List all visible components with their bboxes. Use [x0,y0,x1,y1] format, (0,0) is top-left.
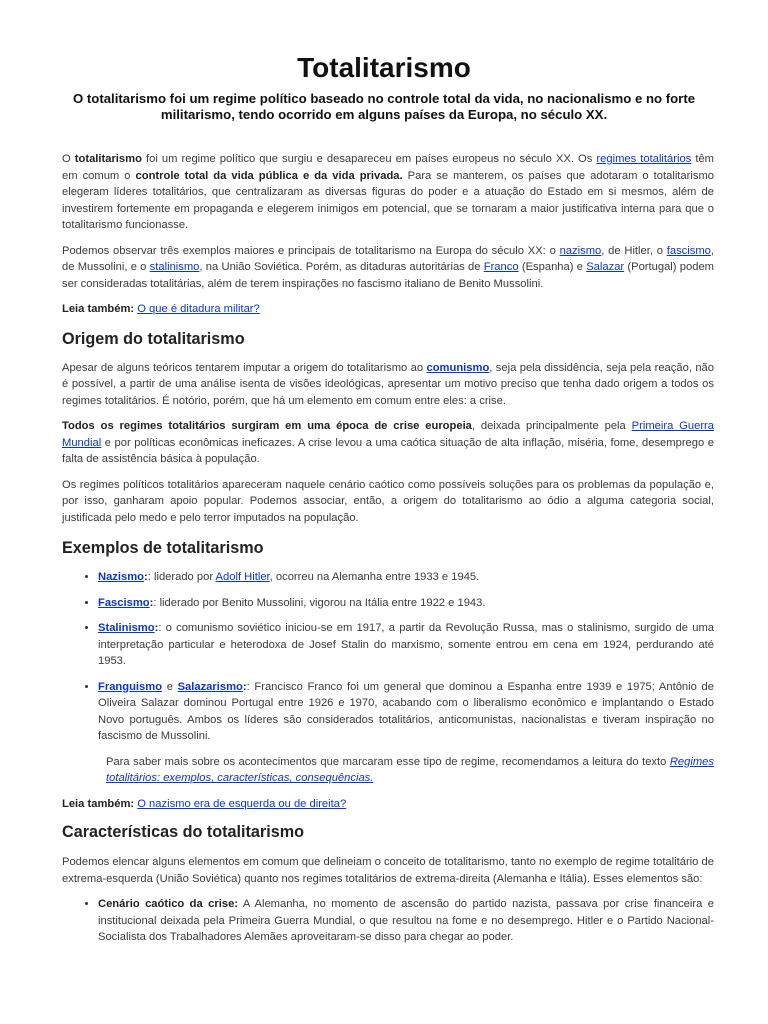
text: Apesar de alguns teóricos tentarem imputar a origem do totalitarismo ao [62,361,427,374]
colon: : [149,596,154,609]
read-also-1 [62,301,714,318]
item-name: Salazarismo [177,680,243,693]
link-franquismo-item[interactable] [98,681,162,693]
text: Para saber mais sobre os acontecimentos que marcaram esse tipo de regime, recomendamos a leitura do texto [106,755,670,768]
link-franco[interactable]: Franco [483,261,519,273]
intro-paragraph [62,151,714,234]
read-also-label: Leia também: [62,303,135,315]
link-adolf-hitler[interactable]: Adolf Hitler [215,571,270,583]
link-nazismo-item[interactable] [98,571,144,583]
text: e por políticas econômicas ineficazes. A crise levou a uma caótica situação de alta inflação, miséria, fome, desemprego e falta de assistência básica à população. [62,436,714,465]
text: , ocorreu na Alemanha entre 1933 e 1945. [269,571,480,583]
text: , de Mussolini, e o [62,244,714,273]
list-item [98,620,714,670]
text: : liderado por [147,571,216,583]
read-also-2 [62,796,714,813]
caracteristicas-paragraph: Podemos elencar alguns elementos em comum que delineiam o conceito de totalitarismo, tanto no exemplo de regime totalitário de extrema-esquerda (União Soviética) quanto nos regimes totalitários de extrema-direita (Alemanha e Itália). Esses elementos são: [62,856,714,885]
item-name: Nazismo [98,571,145,583]
list-item [98,896,714,946]
page-title: Totalitarismo [297,52,471,83]
text: (Espanha) e [518,261,587,273]
link-fascismo[interactable]: fascismo [666,244,711,257]
link-regimes-totalitarios[interactable]: regimes totalitários [596,153,692,165]
text: O [62,153,75,165]
link-primeira-guerra[interactable]: Primeira Guerra Mundial [62,420,715,449]
examples-list [62,569,714,745]
examples-paragraph [62,243,714,293]
origem-paragraph-2 [62,418,714,468]
link-nazismo[interactable]: nazismo [559,244,602,257]
heading-caracteristicas: Características do totalitarismo [62,823,304,841]
origem-paragraph-3: Os regimes políticos totalitários apareceram naquele cenário caótico como possíveis soluções para os problemas da população e, por isso, ganharam apoio popular. Podemos associar, então, a origem do totalitarismo ao ódio a alguma categoria social, justificada pelo medo e pelo terror imputados na população. [62,478,714,524]
text: : o comunismo soviético iniciou-se em 1917, a partir da Revolução Russa, mas o stalinismo, surgido de uma interpretação particular e heterodoxa de Josef Stalin do marxismo, somente entrou em cena em 1924, perdurando até 1953. [98,622,714,667]
characteristics-list [62,896,714,946]
item-name: Franguismo [98,680,163,693]
text: têm em comum o [62,153,715,182]
colon: : [242,680,247,693]
bold-text: controle total da vida pública e da vida privada. [135,169,403,182]
text: , na União Soviética. Porém, as ditaduras autoritárias de [199,261,484,273]
link-stalinismo-item[interactable] [98,622,155,634]
list-item [98,679,714,745]
text: , deixada principalmente pela [471,420,632,432]
recommendation-note [106,754,714,787]
link-comunismo[interactable] [427,362,490,374]
link-ditadura-militar[interactable]: O que é ditadura militar? [137,303,260,315]
page-subtitle: O totalitarismo foi um regime político baseado no controle total da vida, no nacionalismo e no forte militarismo, tendo ocorrido em alguns países da Europa, no século XX. [72,91,696,122]
text: : liderado por Benito Mussolini, vigorou na Itália entre 1922 e 1943. [153,596,486,609]
text: (Portugal) podem ser consideradas totalitárias, além de terem inspirações no fascismo italiano de Benito Mussolini. [62,261,714,290]
item-name: Fascismo [98,596,150,609]
origem-paragraph-1 [62,360,714,410]
link-salazarismo-item[interactable] [178,681,243,693]
link-regimes-exemplos[interactable]: Regimes totalitários: exemplos, características, consequências. [106,755,714,784]
text: foi um regime político que surgiu e desapareceu em países europeus no século XX. Os [141,153,597,165]
read-also-label: Leia também: [62,797,135,810]
list-item [98,595,714,612]
link-salazar[interactable]: Salazar [586,261,625,273]
link-comunismo-text: comunismo [426,361,490,374]
text: e [162,680,178,693]
colon: : [154,622,159,634]
colon: : [144,571,148,583]
text: , de Hitler, o [601,244,667,257]
text: : Francisco Franco foi um general que dominou a Espanha entre 1939 e 1975; Antônio de Oliveira Salazar dominou Portugal entre 1926 e 1970, acabando com o liberalismo econômico e implantando o Estado Novo português. Ambos os líderes são considerados totalitários, anticomunistas, nacionalistas e tiveram inspiração no fascismo de Mussolini. [98,680,714,742]
text: Podemos observar três exemplos maiores e principais de totalitarismo na Europa do século XX: o [62,244,560,257]
text: Para se manterem, os países que adotaram o totalitarismo elegeram líderes totalitários, que centralizaram as diversas figuras do poder e a atuação do Estado em si mesmos, além de investirem fortemente em propaganda e elegerem inimigos em potencial, que se tornaram a maior justificativa interna para que o totalitarismo funcionasse. [62,169,714,231]
item-name: Cenário caótico da crise: [98,898,239,910]
bold-text: totalitarismo [74,153,142,165]
article-body [62,151,714,955]
item-name: Stalinismo [98,622,155,634]
text: A Alemanha, no momento de ascensão do partido nazista, passava por crise financeira e institucional deixada pela Primeira Guerra Mundial, o que resultou na fome e no desemprego. Hitler e o Partido Nacional-Socialista dos Trabalhadores Alemães aproveitaram-se disso para chegar ao poder. [98,898,714,943]
link-fascismo-item[interactable] [98,597,150,609]
link-nazismo-esquerda-direita[interactable]: O nazismo era de esquerda ou de direita? [137,797,347,810]
heading-exemplos: Exemplos de totalitarismo [62,539,264,557]
list-item [98,569,714,586]
heading-origem: Origem do totalitarismo [62,329,245,348]
link-stalinismo[interactable]: stalinismo [149,261,200,273]
bold-text: Todos os regimes totalitários surgiram em uma época de crise europeia [62,420,472,432]
text: , seja pela dissidência, seja pela reação, não é possível, a partir de uma análise isenta de visões ideológicas, apresentar um motivo preciso que tenha dado origem a todos os regimes totalitários. É notório, porém, que há um elemento em comum entre eles: a crise. [62,361,714,407]
